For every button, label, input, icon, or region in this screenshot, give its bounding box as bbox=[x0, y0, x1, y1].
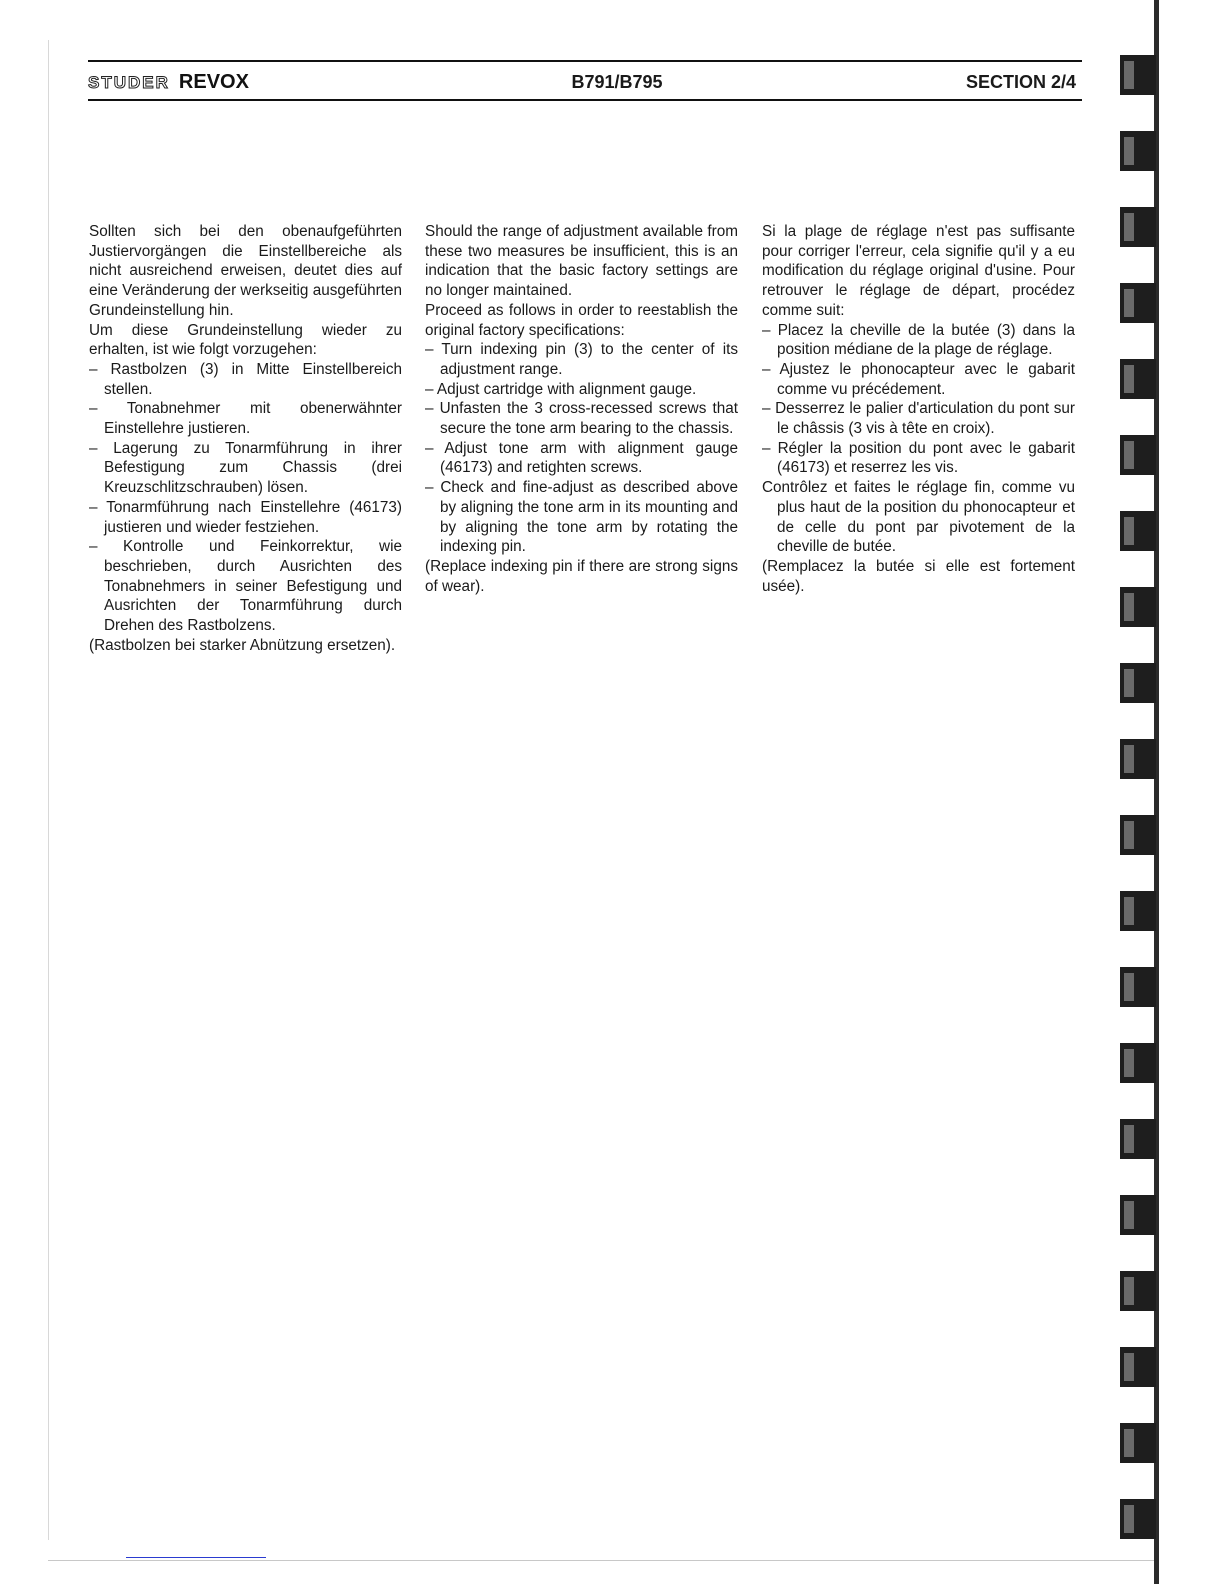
binding-tooth bbox=[1120, 283, 1156, 323]
english-step: – Adjust cartridge with alignment gauge. bbox=[425, 380, 697, 398]
french-column bbox=[762, 222, 1075, 596]
french-step: – Ajustez le phonocapteur avec le gabarit comme vu précédement. bbox=[762, 360, 1075, 398]
section-number: SECTION 2/4 bbox=[965, 72, 1076, 92]
english-lead: Proceed as follows in order to reestablish the original factory specifications: bbox=[425, 301, 738, 339]
french-intro: Si la plage de réglage n'est pas suffisante pour corriger l'erreur, cela signifie qu'il y a eu modification du réglage original d'usine. Pour retrouver le réglage de départ, procédez comme suit: bbox=[762, 223, 1075, 319]
binding-tooth bbox=[1120, 587, 1156, 627]
german-step: – Lagerung zu Tonarmführung in ihrer Befestigung zum Chassis (drei Kreuzschlitzschrauben) lösen. bbox=[89, 439, 402, 497]
binding-tooth bbox=[1120, 511, 1156, 551]
english-step: – Unfasten the 3 cross-recessed screws that secure the tone arm bearing to the chassis. bbox=[425, 400, 738, 438]
binding-tooth bbox=[1120, 1043, 1156, 1083]
german-note: (Rastbolzen bei starker Abnützung ersetzen). bbox=[89, 636, 396, 654]
german-step: – Tonarmführung nach Einstellehre (46173) justieren und wieder festziehen. bbox=[89, 498, 402, 536]
english-step: – Turn indexing pin (3) to the center of its adjustment range. bbox=[425, 341, 738, 378]
english-intro: Should the range of adjustment available from these two measures be insufficient, this is an indication that the basic factory settings are no longer maintained. bbox=[425, 223, 738, 300]
header-top-rule bbox=[88, 60, 1082, 62]
page-bottom-edge bbox=[48, 1560, 1158, 1561]
binding-tooth bbox=[1120, 891, 1156, 931]
binding-tooth bbox=[1120, 739, 1156, 779]
binding-tooth bbox=[1120, 55, 1156, 95]
english-step: – Check and fine-adjust as described above by aligning the tone arm in its mounting and by aligning the tone arm by rotating the indexing pin. bbox=[425, 479, 738, 556]
binding-tooth bbox=[1120, 1499, 1156, 1539]
french-check: Contrôlez et faites le réglage fin, comme vu plus haut de la position du phonocapteur et de celle du pont par pivotement de la cheville de butée. bbox=[762, 479, 1075, 556]
left-margin-line bbox=[48, 40, 49, 1540]
binding-tooth bbox=[1120, 967, 1156, 1007]
german-step: – Kontrolle und Feinkorrektur, wie beschrieben, durch Ausrichten des Tonabnehmers in seiner Befestigung und Ausrichten der Tonarmführung durch Drehen des Rastbolzens. bbox=[89, 538, 402, 635]
binding-tooth bbox=[1120, 1271, 1156, 1311]
studer-logo: STUDER bbox=[88, 73, 170, 92]
english-step: – Adjust tone arm with alignment gauge (46173) and retighten screws. bbox=[425, 439, 738, 477]
binding-tooth bbox=[1120, 815, 1156, 855]
french-step: – Régler la position du pont avec le gabarit (46173) et reserrez les vis. bbox=[762, 439, 1075, 477]
german-step: – Rastbolzen (3) in Mitte Einstellbereich stellen. bbox=[89, 360, 402, 398]
german-intro: Sollten sich bei den obenaufgeführten Justiervorgängen die Einstellbereiche als nicht ausreichend erweisen, deutet dies auf eine Veränderung der werkseitig ausgeführten Grundeinstellung hin. bbox=[89, 223, 402, 319]
french-step: – Placez la cheville de la butée (3) dans la position médiane de la plage de réglage. bbox=[762, 321, 1075, 359]
french-step: – Desserrez le palier d'articulation du pont sur le châssis (3 vis à tête en croix). bbox=[762, 400, 1075, 438]
french-note: (Remplacez la butée si elle est fortement usée). bbox=[762, 557, 1075, 595]
binding-tooth bbox=[1120, 663, 1156, 703]
binding-tooth bbox=[1120, 1423, 1156, 1463]
german-lead: Um diese Grundeinstellung wieder zu erhalten, ist wie folgt vorzugehen: bbox=[89, 321, 402, 359]
model-number: B791/B795 bbox=[571, 72, 663, 92]
binding-tooth bbox=[1120, 1347, 1156, 1387]
header-bottom-rule bbox=[88, 99, 1082, 101]
german-step: – Tonabnehmer mit obenerwähnter Einstellehre justieren. bbox=[89, 400, 402, 438]
binding-tooth bbox=[1120, 1195, 1156, 1235]
binding-tooth bbox=[1120, 1119, 1156, 1159]
german-column bbox=[89, 222, 402, 655]
english-column bbox=[425, 222, 738, 596]
revox-logo: REVOX bbox=[178, 71, 249, 93]
binding-tooth bbox=[1120, 131, 1156, 171]
binding-tooth bbox=[1120, 359, 1156, 399]
english-note: (Replace indexing pin if there are strong signs of wear). bbox=[425, 557, 738, 595]
binding-tooth bbox=[1120, 435, 1156, 475]
binding-tooth bbox=[1120, 207, 1156, 247]
spiral-binding bbox=[1120, 0, 1160, 1584]
footer-underline bbox=[126, 1557, 266, 1558]
